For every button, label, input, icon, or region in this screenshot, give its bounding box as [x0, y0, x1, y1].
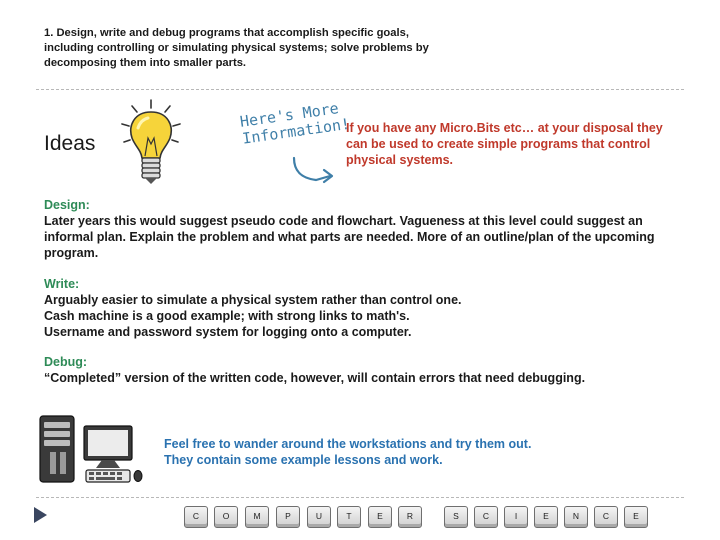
heres-more-information-callout: Here's More Information!: [238, 99, 352, 148]
key-m: M: [245, 506, 269, 528]
write-line: Username and password system for logging onto a computer.: [44, 325, 412, 339]
play-arrow-icon: [34, 507, 47, 523]
ideas-label: Ideas: [44, 132, 96, 155]
key-r: R: [398, 506, 422, 528]
workstations-note: [164, 436, 584, 468]
key-s: S: [444, 506, 468, 528]
intro-text: If you have any Micro.Bits etc… at your disposal they can be used to create simple programs that control physical systems.: [346, 121, 663, 167]
key-n: N: [564, 506, 588, 528]
key-e: E: [368, 506, 392, 528]
computer-icon: [38, 414, 150, 486]
divider-top: [36, 89, 684, 90]
key-c: C: [474, 506, 498, 528]
write-line: Cash machine is a good example; with strong links to math's.: [44, 309, 410, 323]
key-o: O: [214, 506, 238, 528]
write-section: [44, 276, 684, 340]
divider-bottom: [36, 497, 684, 498]
write-heading: Write:: [44, 277, 80, 291]
key-t: T: [337, 506, 361, 528]
key-p: P: [276, 506, 300, 528]
design-line: Later years this would suggest pseudo code and flowchart. Vagueness at this level could suggest an informal plan. Explain the problem and what parts are needed. More of an outline/plan of the upcoming program.: [44, 214, 655, 260]
key-e: E: [534, 506, 558, 528]
key-c: C: [184, 506, 208, 528]
key-c: C: [594, 506, 618, 528]
debug-heading: Debug:: [44, 355, 88, 369]
debug-line: “Completed” version of the written code, however, will contain errors that need debugging.: [44, 371, 586, 385]
key-u: U: [307, 506, 331, 528]
design-heading: Design:: [44, 198, 90, 212]
write-line: Arguably easier to simulate a physical system rather than control one.: [44, 293, 462, 307]
workstations-line: They contain some example lessons and work.: [164, 453, 443, 467]
lightbulb-icon: [118, 98, 188, 186]
design-section: [44, 197, 684, 261]
debug-section: [44, 354, 684, 386]
key-i: I: [504, 506, 528, 528]
workstations-line: Feel free to wander around the workstations and try them out.: [164, 437, 532, 451]
key-e: E: [624, 506, 648, 528]
objective-text: 1. Design, write and debug programs that accomplish specific goals, including controlling or simulating physical systems; solve problems by decomposing them into smaller parts.: [44, 27, 429, 69]
